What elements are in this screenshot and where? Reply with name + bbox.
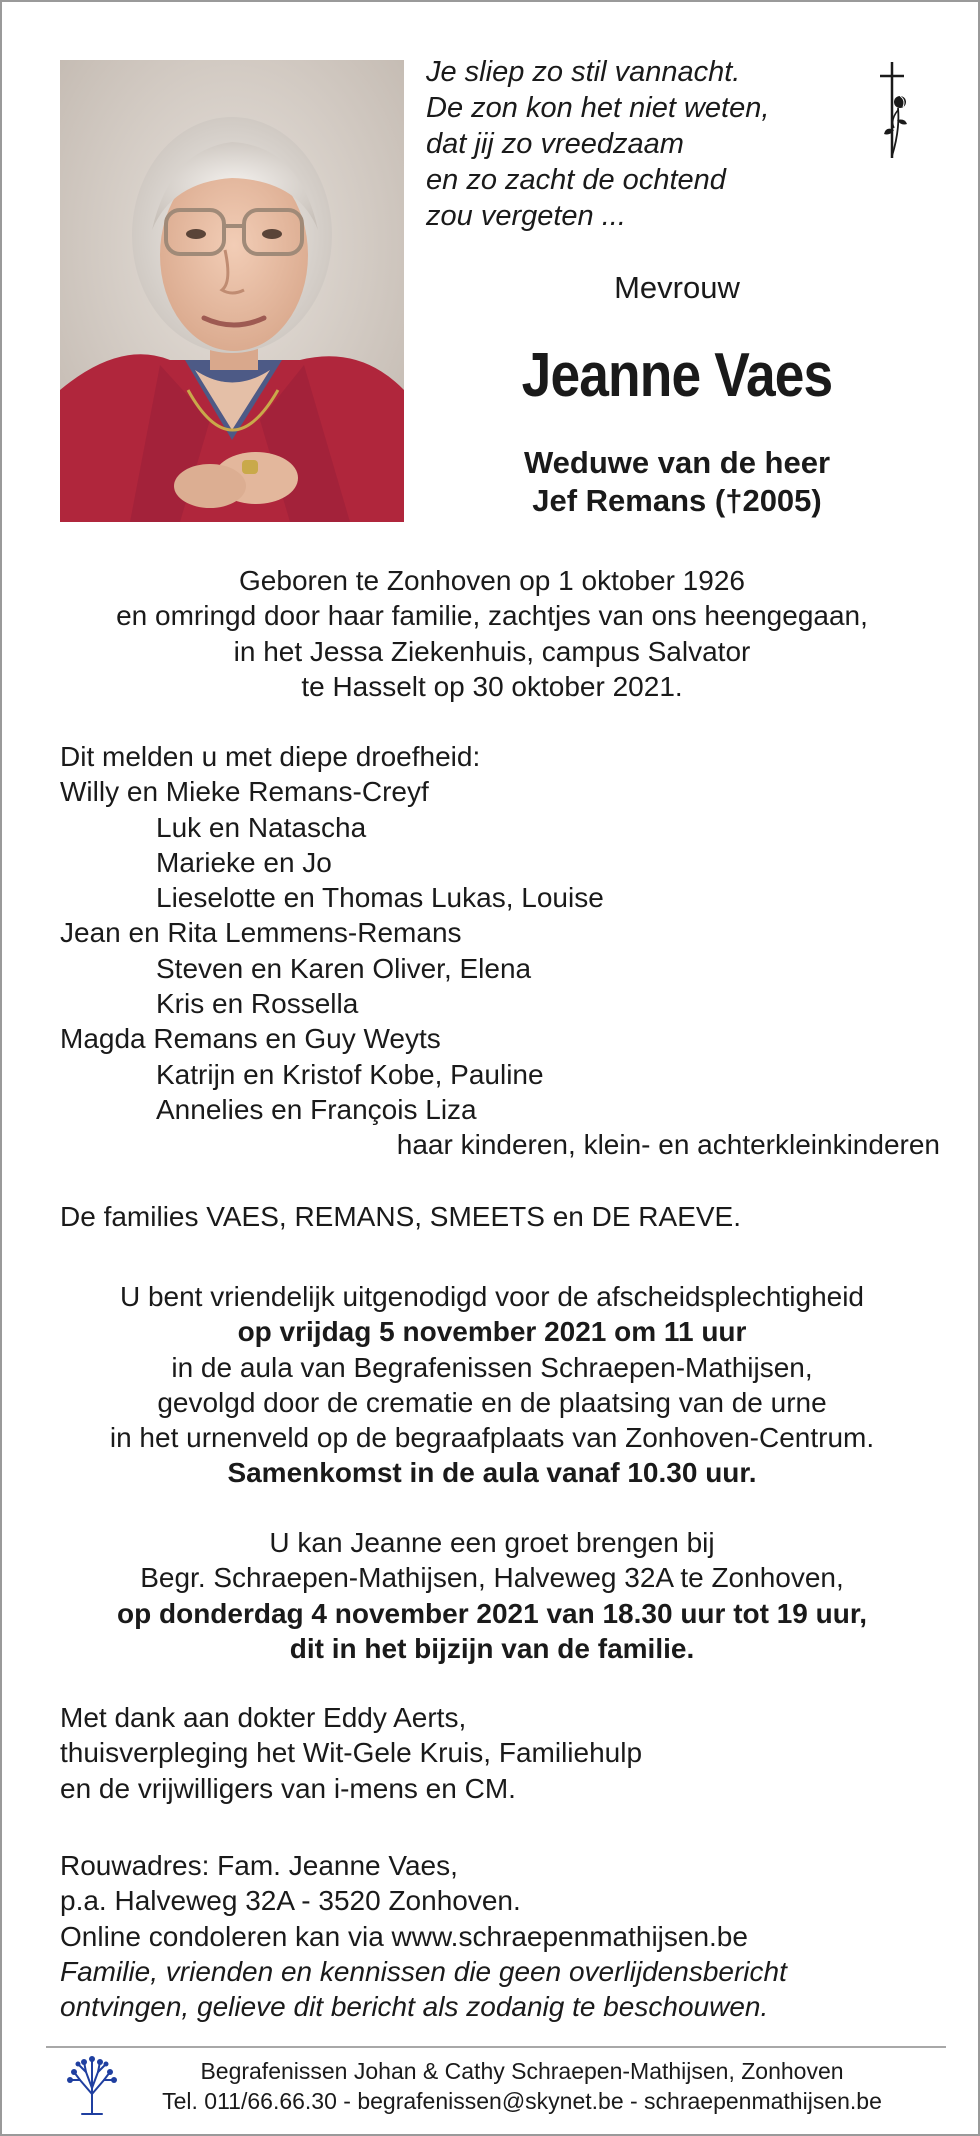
poem-line: zou vergeten ... <box>426 200 626 232</box>
visitation-line: U kan Jeanne een groet brengen bij <box>269 1527 715 1558</box>
birth-death-info <box>42 563 942 704</box>
thanks <box>60 1700 940 1806</box>
spouse-line: Weduwe van de heer <box>523 445 831 480</box>
visitation-info <box>42 1525 942 1666</box>
spouse-info <box>472 444 882 520</box>
family-child: Luk en Natascha <box>156 811 367 843</box>
family-parent: Willy en Mieke Remans-Creyf <box>60 776 429 808</box>
gathering-time: Samenkomst in de aula vanaf 10.30 uur. <box>227 1457 757 1489</box>
portrait-photo <box>60 60 404 522</box>
family-child: Steven en Karen Oliver, Elena <box>156 952 532 984</box>
notice-line: Familie, vrienden en kennissen die geen overlijdensbericht <box>60 1955 787 1987</box>
ceremony-line: U bent vriendelijk uitgenodigd voor de afscheidsplechtigheid <box>119 1281 865 1312</box>
ceremony-info <box>42 1279 942 1491</box>
thanks-line: Met dank aan dokter Eddy Aerts, <box>60 1702 467 1733</box>
notice-line: ontvingen, gelieve dit bericht als zodanig te beschouwen. <box>60 1991 769 2023</box>
funeral-home-name: Begrafenissen Johan & Cathy Schraepen-Mathijsen, Zonhoven <box>200 2058 844 2084</box>
mourning-address <box>60 1848 940 2024</box>
funeral-home-contact: Tel. 011/66.66.30 - begrafenissen@skynet.be - schraepenmathijsen.be <box>162 2088 882 2114</box>
birth-line: in het Jessa Ziekenhuis, campus Salvator <box>233 635 751 667</box>
visitation-line: Begr. Schraepen-Mathijsen, Halveweg 32A te Zonhoven, <box>140 1562 844 1594</box>
visitation-line: dit in het bijzijn van de familie. <box>289 1632 695 1664</box>
thanks-line: en de vrijwilligers van i-mens en CM. <box>60 1772 516 1804</box>
honorific: Mevrouw <box>614 270 740 305</box>
family-list <box>60 739 940 1163</box>
family-intro: Dit melden u met diepe droefheid: <box>60 741 481 772</box>
footer-divider <box>46 2046 946 2048</box>
ceremony-line: in de aula van Begrafenissen Schraepen-Mathijsen, <box>171 1351 813 1383</box>
poem <box>426 54 826 234</box>
thanks-line: thuisverpleging het Wit-Gele Kruis, Familiehulp <box>60 1737 643 1769</box>
birth-line: te Hasselt op 30 oktober 2021. <box>301 670 683 702</box>
condolence-link-line: Online condoleren kan via www.schraepenmathijsen.be <box>60 1920 748 1952</box>
spouse-line: Jef Remans (†2005) <box>532 483 822 518</box>
funeral-home-info <box>122 2056 922 2116</box>
tree-logo-icon <box>64 2054 120 2118</box>
address-line: p.a. Halveweg 32A - 3520 Zonhoven. <box>60 1885 521 1917</box>
family-child: Katrijn en Kristof Kobe, Pauline <box>156 1058 544 1090</box>
family-parent: Jean en Rita Lemmens-Remans <box>60 917 462 949</box>
relation-note: haar kinderen, klein- en achterkleinkinderen <box>396 1129 940 1161</box>
family-parent: Magda Remans en Guy Weyts <box>60 1023 441 1055</box>
poem-line: en zo zacht de ochtend <box>426 164 726 196</box>
family-child: Kris en Rossella <box>156 988 359 1020</box>
ceremony-line: gevolgd door de crematie en de plaatsing van de urne <box>157 1386 827 1418</box>
ceremony-date: op vrijdag 5 november 2021 om 11 uur <box>237 1316 747 1348</box>
birth-line: en omringd door haar familie, zachtjes van ons heengegaan, <box>116 600 868 632</box>
deceased-name: Jeanne Vaes <box>521 341 833 410</box>
birth-line: Geboren te Zonhoven op 1 oktober 1926 <box>239 565 745 596</box>
ceremony-line: in het urnenveld op de begraafplaats van Zonhoven-Centrum. <box>109 1422 875 1454</box>
address-line: Rouwadres: Fam. Jeanne Vaes, <box>60 1850 458 1881</box>
families-line: De families VAES, REMANS, SMEETS en DE RAEVE. <box>60 1201 742 1232</box>
poem-line: Je sliep zo stil vannacht. <box>426 56 741 88</box>
family-child: Lieselotte en Thomas Lukas, Louise <box>156 882 604 914</box>
poem-line: dat jij zo vreedzaam <box>426 128 684 160</box>
family-child: Annelies en François Liza <box>156 1093 477 1125</box>
visitation-date: op donderdag 4 november 2021 van 18.30 uur tot 19 uur, <box>117 1597 867 1629</box>
family-child: Marieke en Jo <box>156 846 332 878</box>
cross-with-rose-icon <box>870 60 920 160</box>
poem-line: De zon kon het niet weten, <box>426 92 770 124</box>
